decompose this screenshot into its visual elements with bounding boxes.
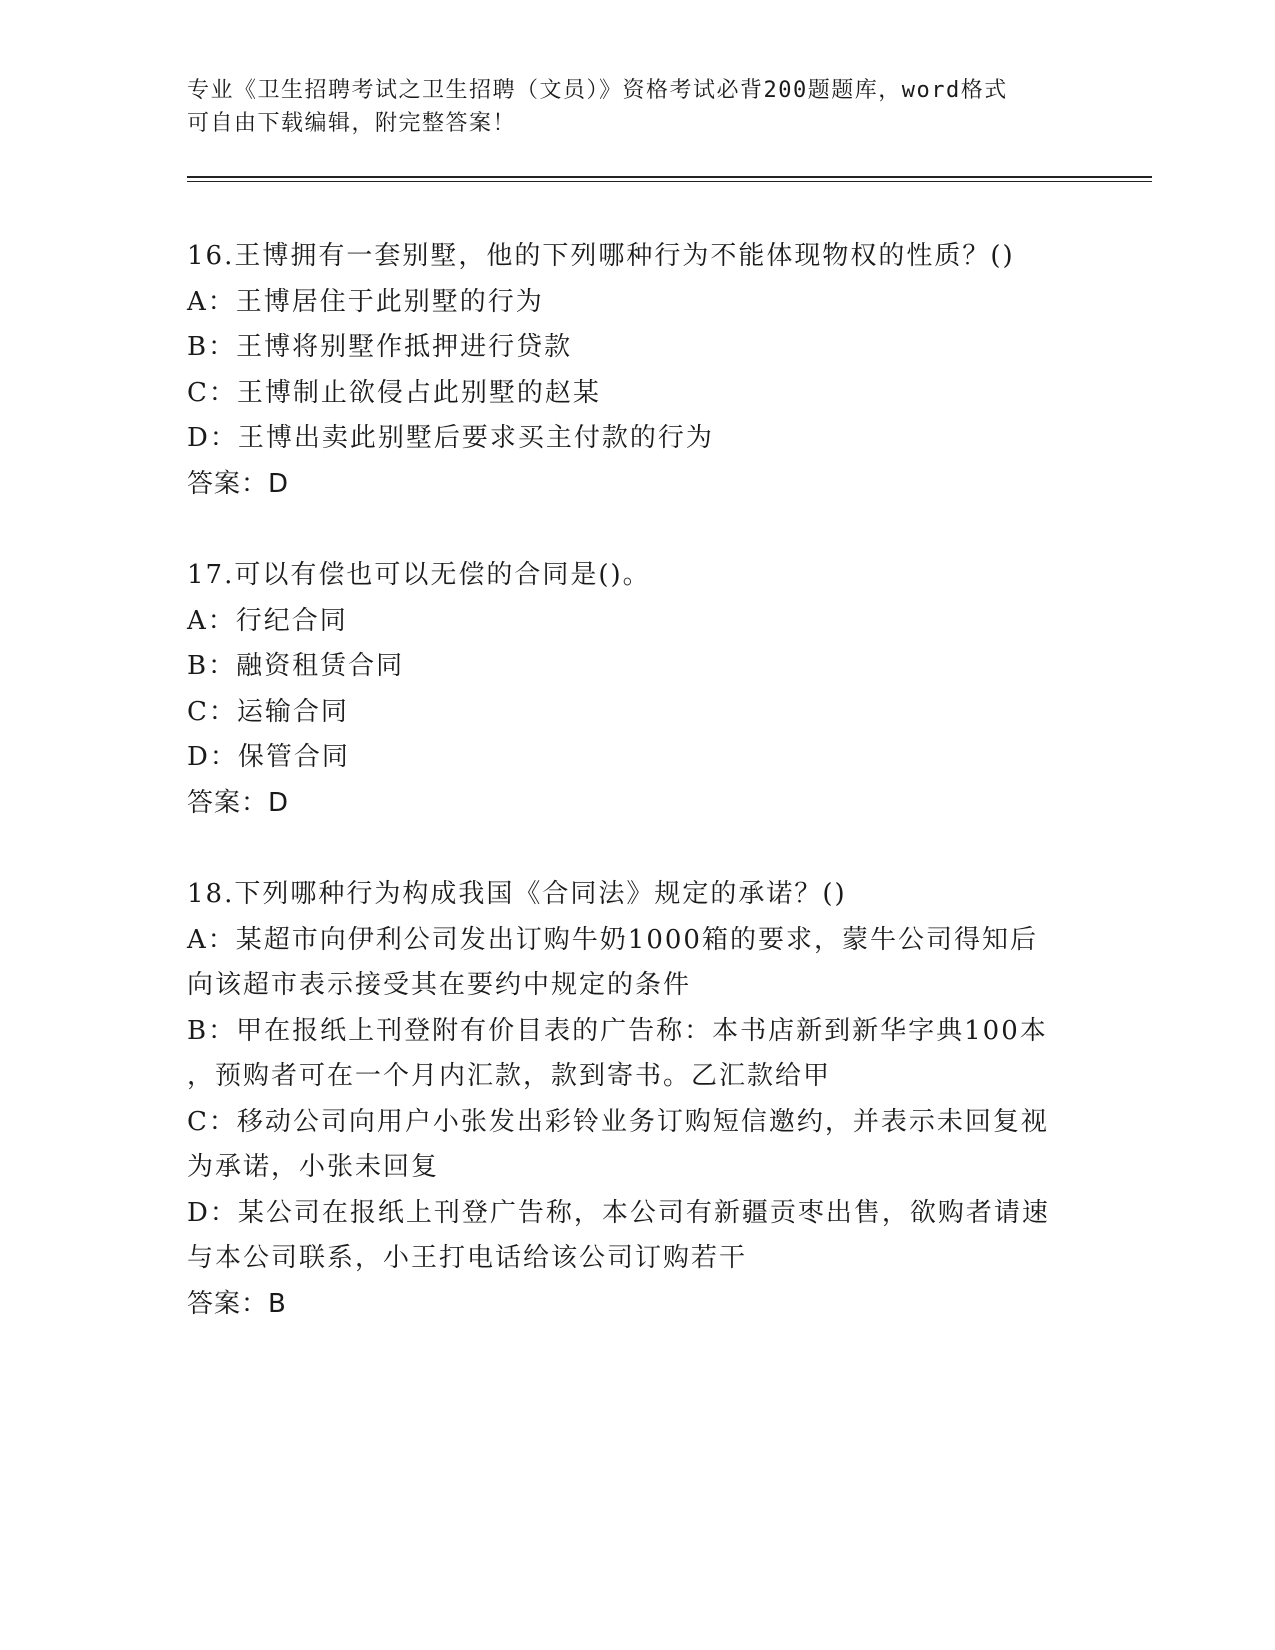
question-18	[187, 872, 1087, 1327]
option-c-continued: 为承诺，小张未回复	[187, 1152, 440, 1182]
option-b: B：融资租赁合同	[187, 651, 405, 681]
header-line-2: 可自由下载编辑，附完整答案！	[187, 111, 517, 136]
answer: 答案：B	[187, 1288, 287, 1319]
question-16	[187, 234, 1087, 507]
question-17	[187, 553, 1087, 826]
document-header	[187, 74, 1087, 140]
option-a: A：某超市向伊利公司发出订购牛奶1000箱的要求，蒙牛公司得知后	[187, 924, 1038, 955]
option-b-continued: ，预购者可在一个月内汇款，款到寄书。乙汇款给甲	[187, 1061, 832, 1091]
option-a-continued: 向该超市表示接受其在要约中规定的条件	[187, 970, 692, 1000]
header-divider-top	[187, 176, 1152, 178]
option-a: A：王博居住于此别墅的行为	[187, 286, 544, 317]
option-c: C：运输合同	[187, 696, 349, 727]
option-c: C：王博制止欲侵占此别墅的赵某	[187, 377, 601, 408]
option-d: D：某公司在报纸上刊登广告称，本公司有新疆贡枣出售，欲购者请速	[187, 1197, 1050, 1228]
header-divider-bottom	[187, 181, 1152, 182]
option-d-continued: 与本公司联系，小王打电话给该公司订购若干	[187, 1243, 748, 1273]
option-a: A：行纪合同	[187, 605, 348, 636]
option-b: B：王博将别墅作抵押进行贷款	[187, 332, 573, 362]
option-b: B：甲在报纸上刊登附有价目表的广告称：本书店新到新华字典100本	[187, 1015, 1048, 1046]
option-c: C：移动公司向用户小张发出彩铃业务订购短信邀约，并表示未回复视	[187, 1106, 1049, 1137]
question-stem: 17.可以有偿也可以无偿的合同是()。	[187, 560, 651, 590]
question-stem: 16.王博拥有一套别墅，他的下列哪种行为不能体现物权的性质？()	[187, 241, 1015, 271]
option-d: D：王博出卖此别墅后要求买主付款的行为	[187, 423, 714, 453]
header-line-1: 专业《卫生招聘考试之卫生招聘（文员）》资格考试必背200题题库，word格式	[187, 78, 1008, 103]
option-d: D：保管合同	[187, 742, 350, 772]
question-stem: 18.下列哪种行为构成我国《合同法》规定的承诺？()	[187, 879, 847, 909]
answer: 答案：D	[187, 468, 290, 499]
answer: 答案：D	[187, 787, 290, 818]
